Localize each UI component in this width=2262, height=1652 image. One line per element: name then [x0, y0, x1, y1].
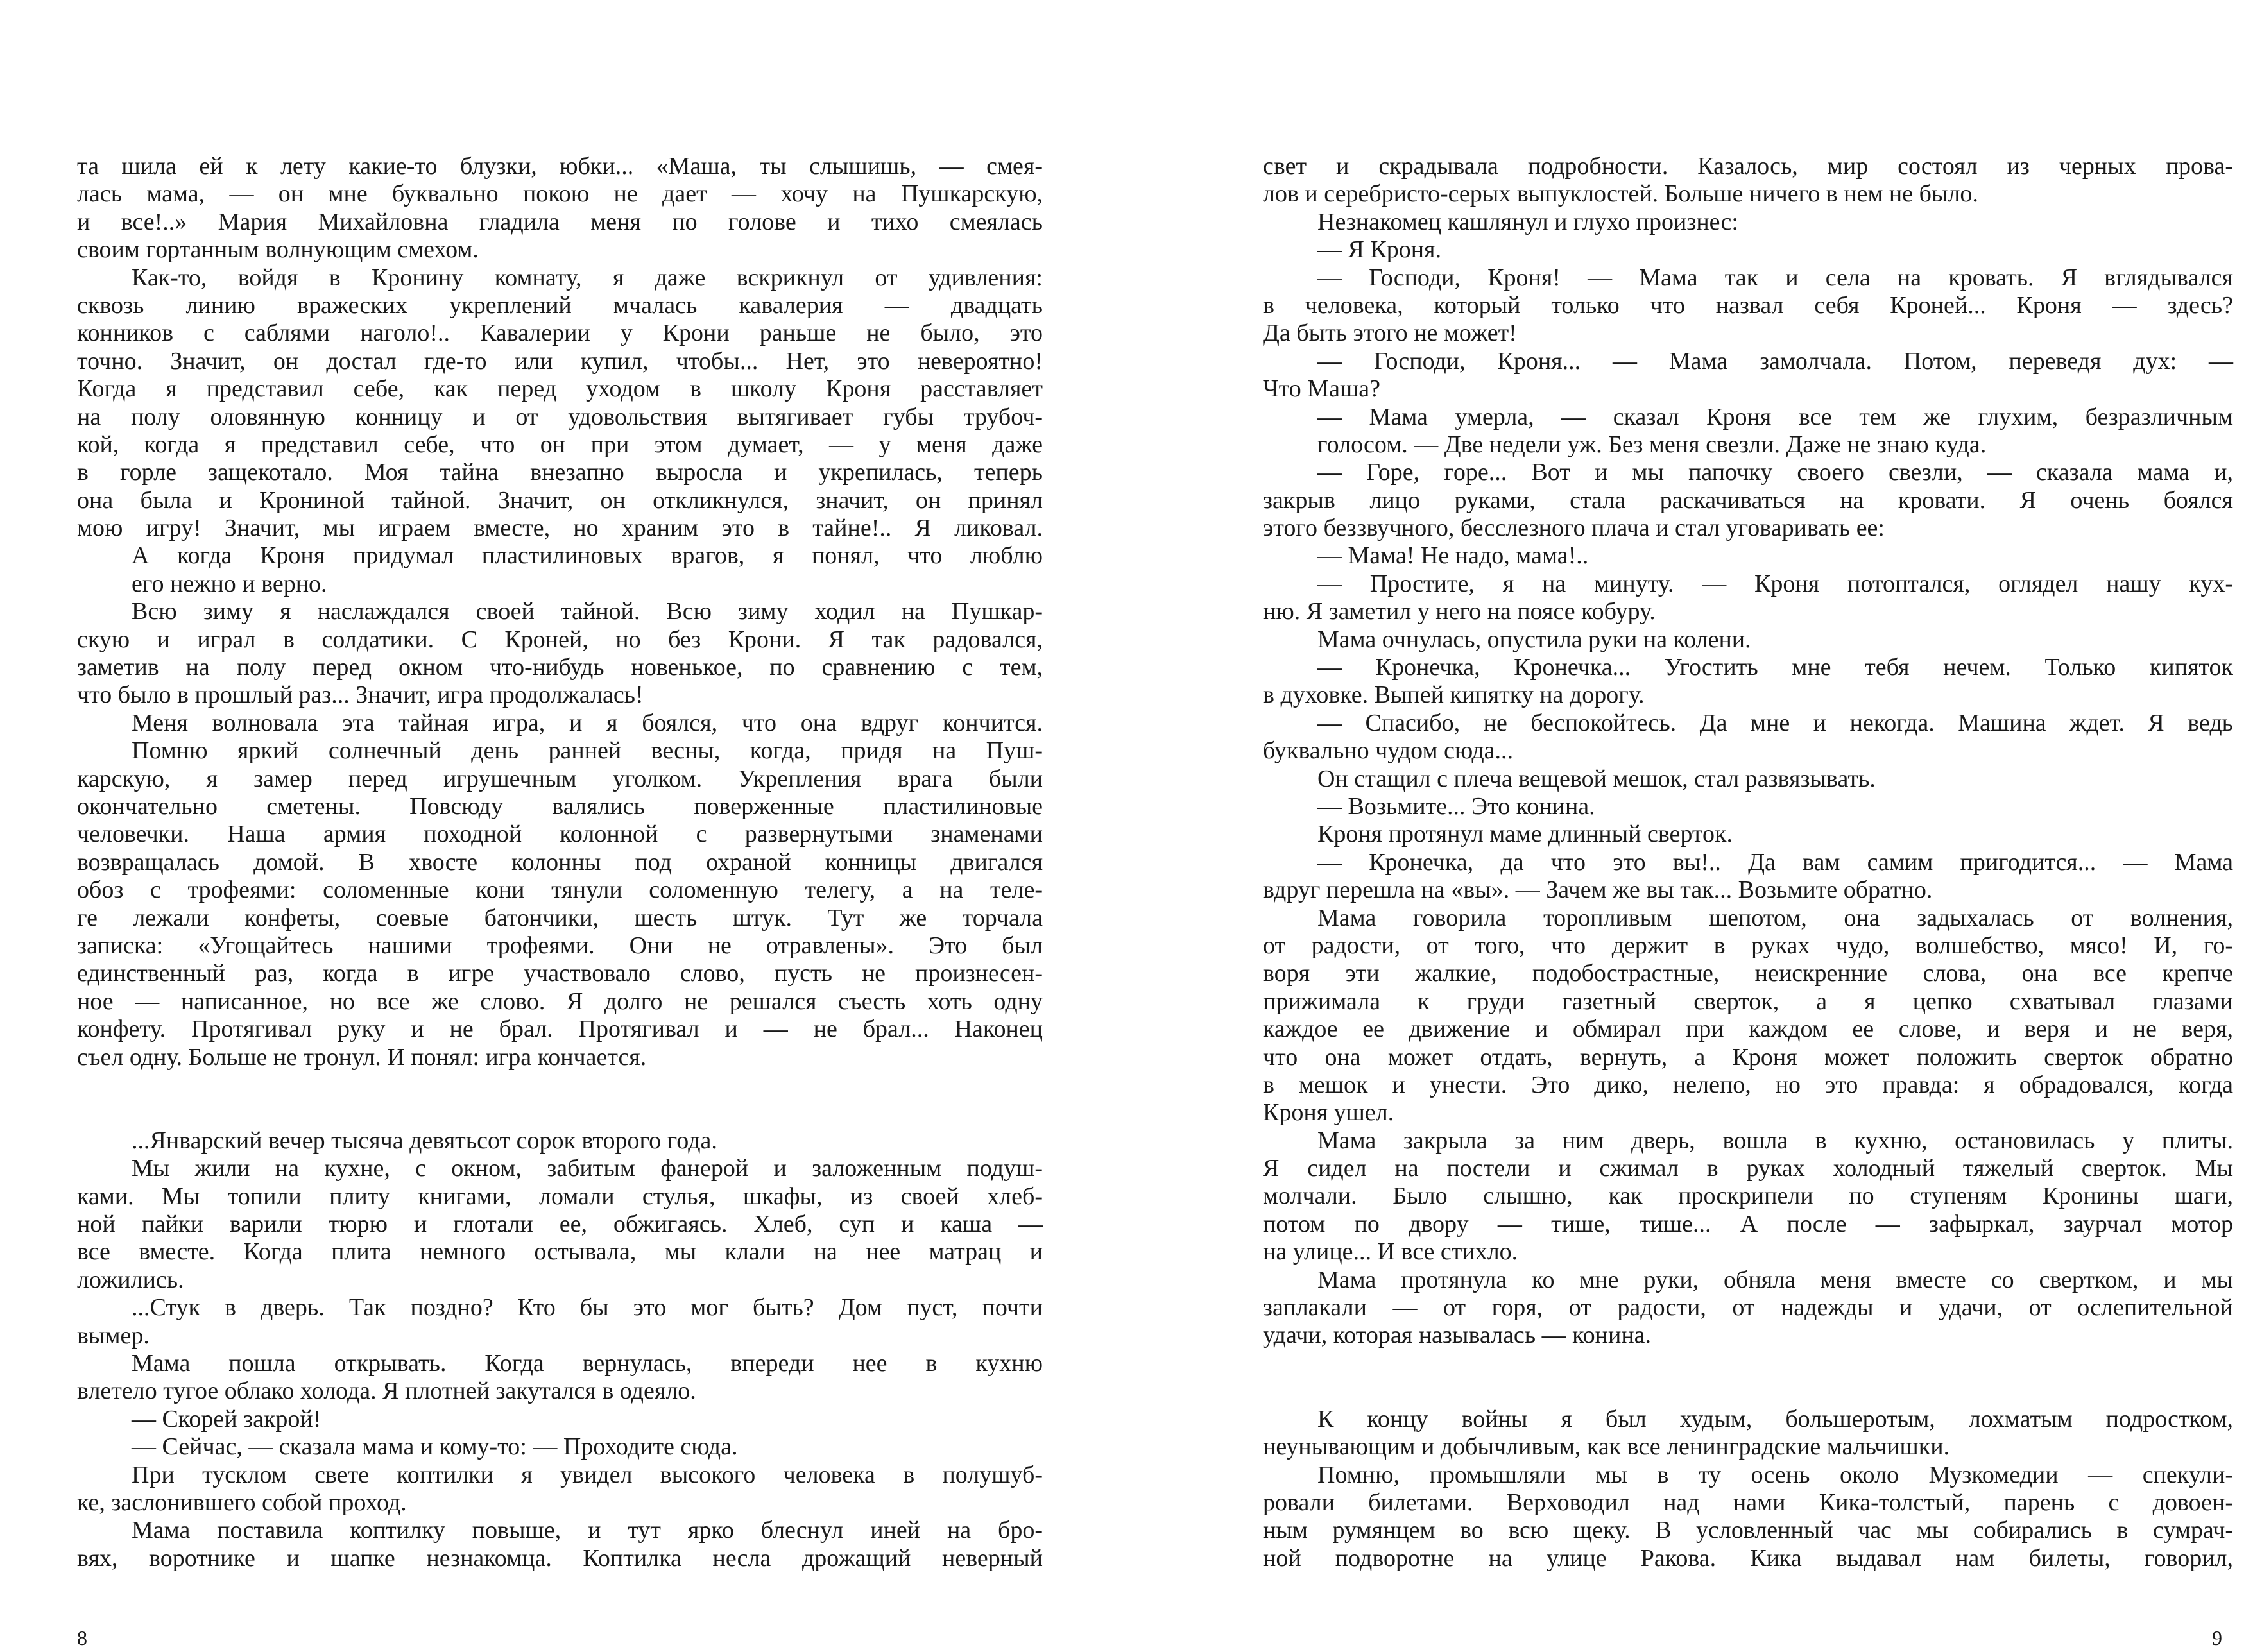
text-line: конников с саблями наголо!.. Кавалерии у Крони раньше не было, это [77, 319, 1043, 347]
text-line: что она может отдать, вернуть, а Кроня может положить сверток обратно [1263, 1043, 2233, 1071]
text-line: Помню яркий солнечный день ранней весны, когда, придя на Пуш- [132, 737, 1043, 765]
text-line: голосом. — Две недели уж. Без меня свезли. Даже не знаю куда. [1317, 430, 1987, 458]
text-line: в человека, который только что назвал себя Кроней... Кроня — здесь? [1263, 291, 2233, 319]
text-line: А когда Кроня придумал пластилиновых врагов, я понял, что люблю [132, 542, 1043, 570]
text-line: вях, воротнике и шапке незнакомца. Коптилка несла дрожащий неверный [77, 1544, 1043, 1572]
text-line: единственный раз, когда в игре участвовало слово, пусть не произнесен- [77, 960, 1043, 987]
text-line: Помню, промышляли мы в ту осень около Музкомедии — спекули- [1317, 1461, 2233, 1488]
text-line: что было в прошлый раз... Значит, игра продолжалась! [77, 681, 644, 709]
text-line: вдруг перешла на «вы». — Зачем же вы так... Возьмите обратно. [1263, 876, 1933, 904]
text-line: — Мама! Не надо, мама!.. [1317, 542, 1589, 570]
text-line: скую и играл в солдатики. С Кроней, но без Крони. Я так радовался, [77, 626, 1043, 653]
right-page [1263, 153, 2233, 1572]
text-line: заметив на полу перед окном что-нибудь новенькое, по сравнению с тем, [77, 654, 1043, 681]
text-line: — Скорей закрой! [132, 1405, 321, 1433]
text-line: конфету. Протягивал руку и не брал. Протягивал и — не брал... Наконец [77, 1016, 1043, 1043]
text-line: окончательно сметены. Повсюду валялись поверженные пластилиновые [77, 792, 1043, 820]
text-line: — Мама умерла, — сказал Кроня все тем же глухим, безразличным [1317, 403, 2233, 430]
text-line: каждое ее движение и обмирал при каждом ее слове, и веря и не веря, [1263, 1016, 2233, 1043]
text-line: Я сидел на постели и сжимал в руках холодный тяжелый сверток. Мы [1263, 1155, 2233, 1182]
page-number-right: 9 [2212, 1626, 2222, 1649]
text-line: ровали билетами. Верховодил над нами Кика-толстый, парень с довоен- [1263, 1488, 2233, 1516]
text-line: воря эти жалкие, подобострастные, неискренние слова, она все крепче [1263, 960, 2233, 987]
text-line: потом по двору — тише, тише... А после — зафыркал, заурчал мотор [1263, 1210, 2233, 1238]
text-line: она была и Крониной тайной. Значит, он откликнулся, значит, он принял [77, 486, 1043, 514]
text-line: — Кронечка, да что это вы!.. Да вам самим пригодится... — Мама [1317, 848, 2233, 876]
text-line: заплакали — от горя, от радости, от надежды и удачи, от ослепительной [1263, 1294, 2233, 1322]
text-line: — Спасибо, не беспокойтесь. Да мне и некогда. Машина ждет. Я ведь [1317, 709, 2233, 737]
text-line: обоз с трофеями: соломенные кони тянули соломенную телегу, а на теле- [77, 876, 1043, 904]
text-line: — Кронечка, Кронечка... Угостить мне тебя нечем. Только кипяток [1317, 654, 2233, 681]
text-line: закрыв лицо руками, стала раскачиваться на кровати. Я очень боялся [1263, 486, 2233, 514]
text-line: все вместе. Когда плита немного остывала, мы клали на нее матрац и [77, 1238, 1043, 1266]
text-line: на улице... И все стихло. [1263, 1238, 1518, 1266]
text-line: Как-то, войдя в Кронину комнату, я даже вскрикнул от удивления: [132, 264, 1043, 291]
text-line: ...Стук в дверь. Так поздно? Кто бы это мог быть? Дом пуст, почти [132, 1294, 1043, 1322]
text-line: Незнакомец кашлянул и глухо произнес: [1317, 208, 1738, 235]
text-line: и все!..» Мария Михайловна гладила меня по голове и тихо смеялась [77, 208, 1043, 235]
text-line: свет и скрадывала подробности. Казалось, мир состоял из черных прова- [1263, 153, 2233, 180]
text-line: Мама очнулась, опустила руки на колени. [1317, 626, 1751, 653]
text-line: Мы жили на кухне, с окном, забитым фанерой и заложенным подуш- [132, 1155, 1043, 1182]
text-line: — Простите, я на минуту. — Кроня потоптался, оглядел нашу кух- [1317, 570, 2233, 597]
text-line: ное — написанное, но все же слово. Я долго не решался съесть хоть одну [77, 987, 1043, 1015]
text-line: — Господи, Кроня! — Мама так и села на кровать. Я вглядывался [1317, 264, 2233, 291]
text-line: — Возьмите... Это конина. [1317, 792, 1595, 820]
text-line: Мама закрыла за ним дверь, вошла в кухню, остановилась у плиты. [1317, 1127, 2233, 1154]
text-line: на полу оловянную конницу и от удовольствия вытягивает губы трубоч- [77, 403, 1043, 430]
text-line: записка: «Угощайтесь нашими трофеями. Они не отравлены». Это был [77, 932, 1043, 959]
text-line: лов и серебристо-серых выпуклостей. Больше ничего в нем не было. [1263, 180, 1978, 208]
text-line: неунывающим и добычливым, как все ленинградские мальчишки. [1263, 1433, 1950, 1461]
text-line: — Горе, горе... Вот и мы папочку своего свезли, — сказала мама и, [1317, 459, 2233, 486]
text-line: ложились. [77, 1266, 184, 1293]
text-line: мою игру! Значит, мы играем вместе, но храним это в тайне!.. Я ликовал. [77, 515, 1043, 542]
text-line: удачи, которая называлась — конина. [1263, 1322, 1652, 1349]
text-line: вымер. [77, 1322, 150, 1349]
text-line: ке, заслонившего собой проход. [77, 1488, 407, 1516]
text-line: возвращалась домой. В хвосте колонны под охраной конницы двигался [77, 848, 1043, 876]
text-line: кой, когда я представил себе, что он при этом думает, — у меня даже [77, 430, 1043, 458]
text-line: своим гортанным волнующим смехом. [77, 236, 479, 264]
text-line: Да быть этого не может! [1263, 319, 1517, 347]
text-line: Кроня ушел. [1263, 1099, 1394, 1127]
text-line: — Я Кроня. [1317, 236, 1442, 264]
text-line: сквозь линию вражеских укреплений мчалась кавалерия — двадцать [77, 291, 1043, 319]
text-line: Мама говорила торопливым шепотом, она задыхалась от волнения, [1317, 904, 2233, 932]
text-line: Он стащил с плеча вещевой мешок, стал развязывать. [1317, 765, 1876, 792]
text-line: в духовке. Выпей кипятку на дорогу. [1263, 681, 1645, 709]
text-line: Что Маша? [1263, 375, 1380, 403]
text-line: в мешок и унести. Это дико, нелепо, но это правда: я обрадовался, когда [1263, 1071, 2233, 1098]
text-line: Мама пошла открывать. Когда вернулась, впереди нее в кухню [132, 1350, 1043, 1377]
text-line: Когда я представил себе, как перед уходом в школу Кроня расставляет [77, 375, 1043, 403]
text-line: Всю зиму я наслаждался своей тайной. Всю зиму ходил на Пушкар- [132, 598, 1043, 626]
text-line: ным румянцем во всю щеку. В условленный час мы собирались в сумрач- [1263, 1517, 2233, 1544]
text-line: Меня волновала эта тайная игра, и я боялся, что она вдруг кончится. [132, 709, 1043, 737]
text-line: ками. Мы топили плиту книгами, ломали стулья, шкафы, из своей хлеб- [77, 1182, 1043, 1210]
text-line: ной подворотне на улице Ракова. Кика выдавал нам билеты, говорил, [1263, 1544, 2233, 1572]
text-line: буквально чудом сюда... [1263, 737, 1514, 765]
text-line: Мама протянула ко мне руки, обняла меня вместе со свертком, и мы [1317, 1266, 2233, 1293]
text-line: в горле защекотало. Моя тайна внезапно выросла и укрепилась, теперь [77, 459, 1043, 486]
text-line: ге лежали конфеты, соевые батончики, шесть штук. Тут же торчала [77, 904, 1043, 932]
page-number-left: 8 [77, 1626, 87, 1649]
text-line: точно. Значит, он достал где-то или купил, чтобы... Нет, это невероятно! [77, 347, 1043, 375]
text-line: карскую, я замер перед игрушечным уголком. Укрепления врага были [77, 765, 1043, 792]
text-line: К концу войны я был худым, большеротым, лохматым подростком, [1317, 1405, 2233, 1433]
text-line: молчали. Было слышно, как проскрипели по ступеням Кронины шаги, [1263, 1182, 2233, 1210]
text-line: от радости, от того, что держит в руках чудо, волшебство, мясо! И, го- [1263, 932, 2233, 959]
text-line: ню. Я заметил у него на поясе кобуру. [1263, 598, 1656, 626]
text-line: человечки. Наша армия походной колонной с развернутыми знаменами [77, 821, 1043, 848]
text-line: — Господи, Кроня... — Мама замолчала. Потом, переведя дух: — [1317, 347, 2233, 375]
text-line: лась мама, — он мне буквально покою не дает — хочу на Пушкарскую, [77, 180, 1043, 208]
text-line: этого беззвучного, бесслезного плача и стал уговаривать ее: [1263, 515, 1885, 542]
text-line: — Сейчас, — сказала мама и кому-то: — Проходите сюда. [132, 1433, 738, 1461]
text-line: та шила ей к лету какие-то блузки, юбки... «Маша, ты слышишь, — смея- [77, 153, 1043, 180]
text-line: Мама поставила коптилку повыше, и тут ярко блеснул иней на бро- [132, 1517, 1043, 1544]
text-line: влетело тугое облако холода. Я плотней закутался в одеяло. [77, 1377, 696, 1405]
text-line: При тусклом свете коптилки я увидел высокого человека в полушуб- [132, 1461, 1043, 1488]
text-line: ...Январский вечер тысяча девятьсот сорок второго года. [132, 1127, 717, 1154]
text-line: его нежно и верно. [132, 570, 327, 597]
text-line: ной пайки варили тюрю и глотали ее, обжигаясь. Хлеб, суп и каша — [77, 1211, 1043, 1238]
text-line: прижимала к груди газетный сверток, а я цепко схватывал глазами [1263, 987, 2233, 1015]
text-line: съел одну. Больше не тронул. И понял: игра кончается. [77, 1043, 647, 1071]
left-page [77, 153, 1043, 1572]
text-line: Кроня протянул маме длинный сверток. [1317, 821, 1733, 848]
